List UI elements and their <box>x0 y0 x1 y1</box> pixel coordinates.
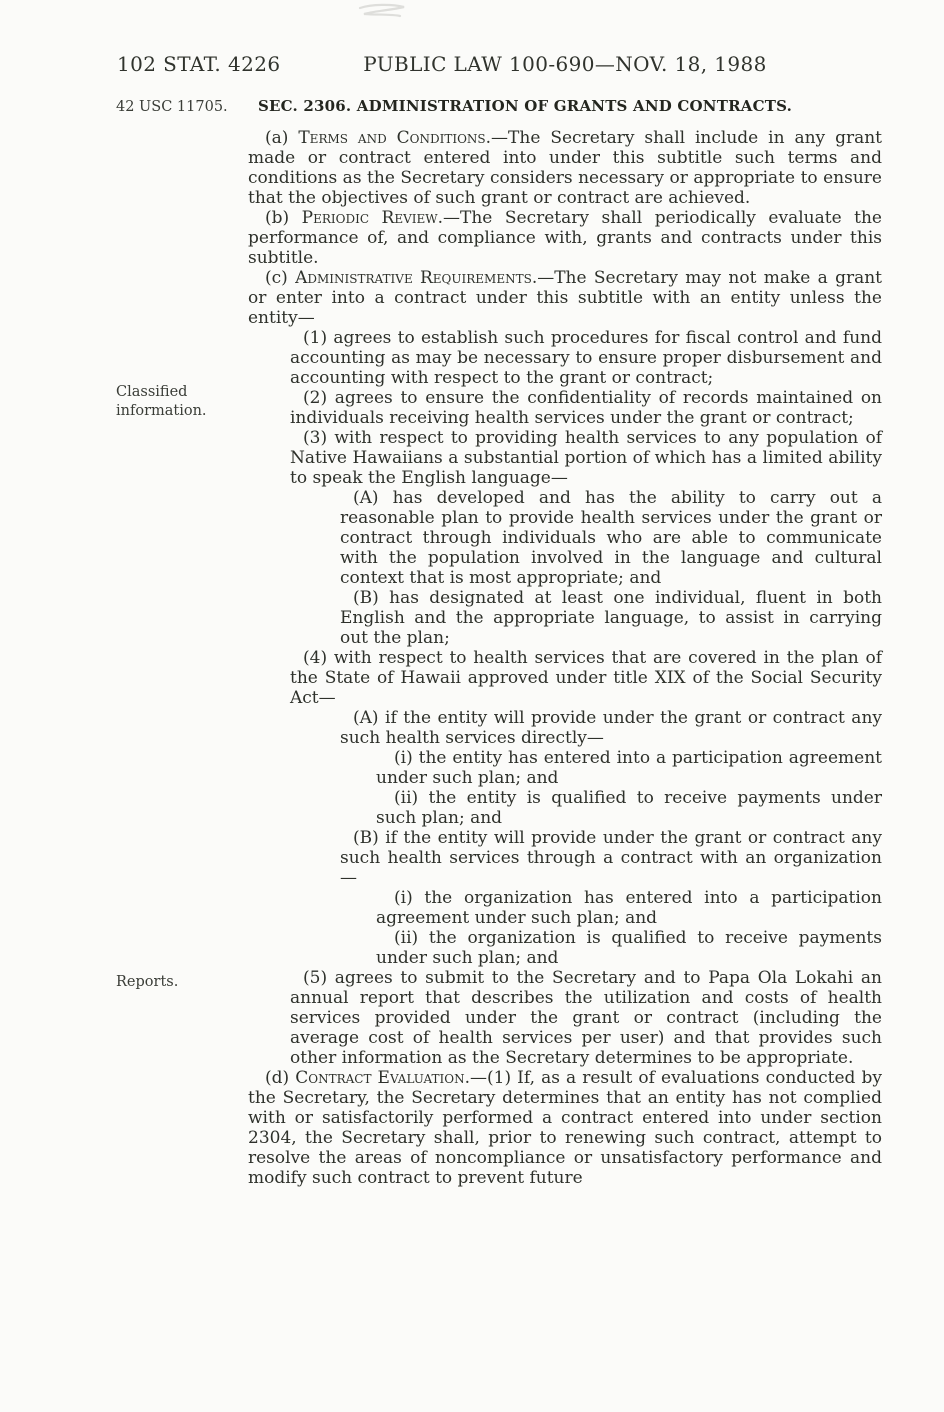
clause-c3-B <box>340 588 882 648</box>
clause-title: Contract Evaluation <box>295 1068 465 1088</box>
clause-text: (1) agrees to establish such procedures for fiscal control and fund accounting as may be necessary to ensure proper disbursement and accounting with respect to the grant or contract; <box>290 328 882 388</box>
clause-c4-B-i <box>376 888 882 928</box>
clause-c4-A <box>340 708 882 748</box>
clause-text: (B) has designated at least one individual, fluent in both English and the appropriate language, to assist in carrying out the plan; <box>340 588 882 648</box>
clause-text: (2) agrees to ensure the confidentiality of records maintained on individuals receiving health services under the grant or contract; <box>290 388 882 428</box>
clause-title: Administrative Requirements <box>295 268 532 288</box>
clause-text: (ii) the entity is qualified to receive payments under such plan; and <box>376 788 882 828</box>
paragraph-c <box>248 268 882 328</box>
clause-designator: (c) <box>265 268 296 288</box>
stat-page-citation: 102 STAT. 4226 <box>117 52 281 76</box>
clause-c1 <box>290 328 882 388</box>
clause-text: .—The Secretary may not make a grant or enter into a contract under this subtitle with an entity unless the entity— <box>248 268 882 328</box>
clause-text: (i) the organization has entered into a participation agreement under such plan; and <box>376 888 882 928</box>
scan-smudge-mark <box>352 2 418 20</box>
clause-c4-B-ii <box>376 928 882 968</box>
clause-designator: (a) <box>265 128 299 148</box>
public-law-running-head: PUBLIC LAW 100-690—NOV. 18, 1988 <box>363 52 767 76</box>
paragraph-d <box>248 1068 882 1188</box>
clause-c2 <box>290 388 882 428</box>
clause-c4-A-ii <box>376 788 882 828</box>
statute-text-column <box>248 97 882 1188</box>
clause-designator: (d) <box>265 1068 296 1088</box>
clause-text: (A) has developed and has the ability to carry out a reasonable plan to provide health services under the grant or contract through individuals who are able to communicate with the population involved in the language and cultural context that is most appropriate; and <box>340 488 882 588</box>
margin-note-classified-information: Classified information. <box>116 384 207 419</box>
clause-text: (A) if the entity will provide under the grant or contract any such health services directly— <box>340 708 882 748</box>
clause-title: Terms and Conditions <box>298 128 486 148</box>
clause-c3-A <box>340 488 882 588</box>
paragraph-b <box>248 208 882 268</box>
paragraph-a <box>248 128 882 208</box>
section-heading: SEC. 2306. ADMINISTRATION OF GRANTS AND CONTRACTS. <box>258 97 792 115</box>
clause-text: (4) with respect to health services that are covered in the plan of the State of Hawaii approved under title XIX of the Social Security Act— <box>290 648 882 708</box>
clause-text: (ii) the organization is qualified to receive payments under such plan; and <box>376 928 882 968</box>
clause-c3 <box>290 428 882 488</box>
clause-designator: (b) <box>265 208 302 228</box>
clause-text: (5) agrees to submit to the Secretary and to Papa Ola Lokahi an annual report that describes the utilization and costs of health services provided under the grant or contract (including the average cost of health services per user) and that provides such other information as the Secretary determines to be appropriate. <box>290 968 882 1068</box>
clause-text: .—The Secretary shall periodically evaluate the performance of, and compliance with, grants and contracts under this subtitle. <box>248 208 882 268</box>
clause-c5 <box>290 968 882 1068</box>
clause-text: .—The Secretary shall include in any grant made or contract entered into under this subtitle such terms and conditions as the Secretary considers necessary or appropriate to ensure that the objectives of such grant or contract are achieved. <box>248 128 883 208</box>
clause-title: Periodic Review <box>301 208 438 228</box>
clause-text: (3) with respect to providing health services to any population of Native Hawaiians a substantial portion of which has a limited ability to speak the English language— <box>290 428 882 488</box>
clause-text: (i) the entity has entered into a participation agreement under such plan; and <box>376 748 882 788</box>
clause-text: (B) if the entity will provide under the grant or contract any such health services through a contract with an organization— <box>340 828 882 888</box>
margin-note-reports: Reports. <box>116 974 179 990</box>
clause-c4-B <box>340 828 882 888</box>
clause-text: .—(1) If, as a result of evaluations conducted by the Secretary, the Secretary determines that an entity has not complied with or satisfactorily performed a contract entered into under section 2304, the Secretary shall, prior to renewing such contract, attempt to resolve the areas of noncompliance or unsatisfactory performance and modify such contract to prevent future <box>248 1068 882 1188</box>
clause-c4-A-i <box>376 748 882 788</box>
margin-note-usc-citation: 42 USC 11705. <box>116 99 228 115</box>
clause-c4 <box>290 648 882 708</box>
